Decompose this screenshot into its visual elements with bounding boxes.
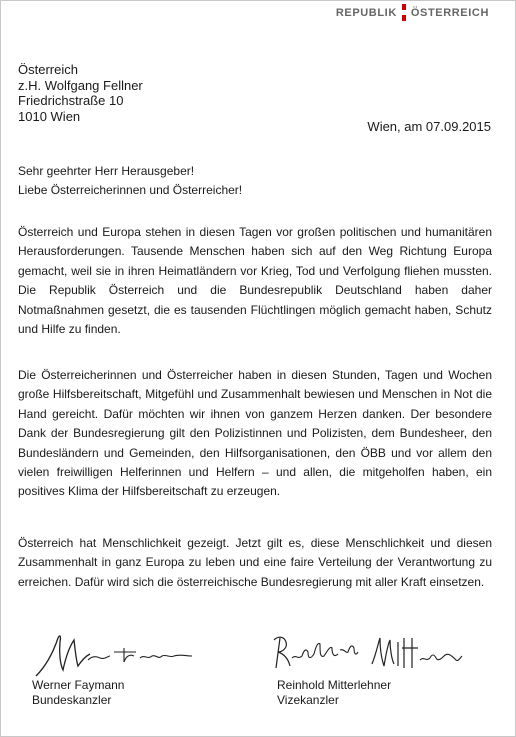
signer-name: Reinhold Mitterlehner xyxy=(277,678,392,692)
salutation-line: Sehr geehrter Herr Herausgeber! xyxy=(18,164,195,178)
signer-title: Vizekanzler xyxy=(277,693,339,707)
salutation xyxy=(18,162,242,200)
body-paragraph xyxy=(18,223,492,339)
republik-oesterreich-logo xyxy=(336,4,489,21)
signature-faymann xyxy=(30,626,205,684)
recipient-address xyxy=(18,62,143,124)
paragraph-text: Die Österreicherinnen und Österreicher haben in diesen Stunden, Tagen und Wochen große Hilfsbereitschaft, Mitgefühl und Zusammenhalt bewiesen und Menschen in Not die Hand gereicht. Dafür möchten wir ihnen von ganzem Herzen danken. Der besondere Dank der Bundesregierung gilt den Polizistinnen und Polizisten, dem Bundesheer, den Bundesländern und Gemeinden, den Hilfsorganisationen, den ÖBB und vor allem den vielen freiwilligen Helferinnen und Helfern – und allen, die mitgeholfen haben, ein positives Klima der Hilfsbereitschaft zu erzeugen. xyxy=(18,368,492,499)
logo-text-republik: REPUBLIK xyxy=(335,6,397,19)
signer-title: Bundeskanzler xyxy=(32,693,112,707)
body-paragraph xyxy=(18,534,492,592)
signer-mitterlehner xyxy=(277,678,391,708)
body-paragraph xyxy=(18,366,492,502)
address-line: z.H. Wolfgang Fellner xyxy=(18,77,143,93)
logo-text-oesterreich: ÖSTERREICH xyxy=(410,6,489,19)
signer-faymann xyxy=(32,678,124,708)
address-line: 1010 Wien xyxy=(18,108,81,124)
signature-mitterlehner xyxy=(268,630,468,680)
austrian-flag-icon xyxy=(402,4,406,21)
signer-name: Werner Faymann xyxy=(32,678,125,692)
paragraph-text: Österreich hat Menschlichkeit gezeigt. Jetzt gilt es, diese Menschlichkeit und diesen Zusammenhalt in ganz Europa zu leben und eine faire Verteilung der Verantwortung zu erreichen. Dafür wird sich die österreichische Bundesregierung mit aller Kraft einsetzen. xyxy=(18,536,492,589)
address-line: Friedrichstraße 10 xyxy=(18,93,124,108)
letter-date: Wien, am 07.09.2015 xyxy=(367,119,491,134)
paragraph-text: Österreich und Europa stehen in diesen Tagen vor großen politischen und humanitären Herausforderungen. Tausende Menschen haben sich auf den Weg Richtung Europa gemacht, weil sie in ihren Heimatländern vor Krieg, Tod und Verfolgung fliehen mussten. Die Republik Österreich und die Bundesrepublik Deutschland haben daher Notmaßnahmen gesetzt, die es tausenden Flüchtlingen möglich gemacht haben, Schutz und Hilfe zu finden. xyxy=(18,225,492,337)
address-line: Österreich xyxy=(18,62,78,77)
salutation-line: Liebe Österreicherinnen und Österreicher! xyxy=(18,183,243,197)
